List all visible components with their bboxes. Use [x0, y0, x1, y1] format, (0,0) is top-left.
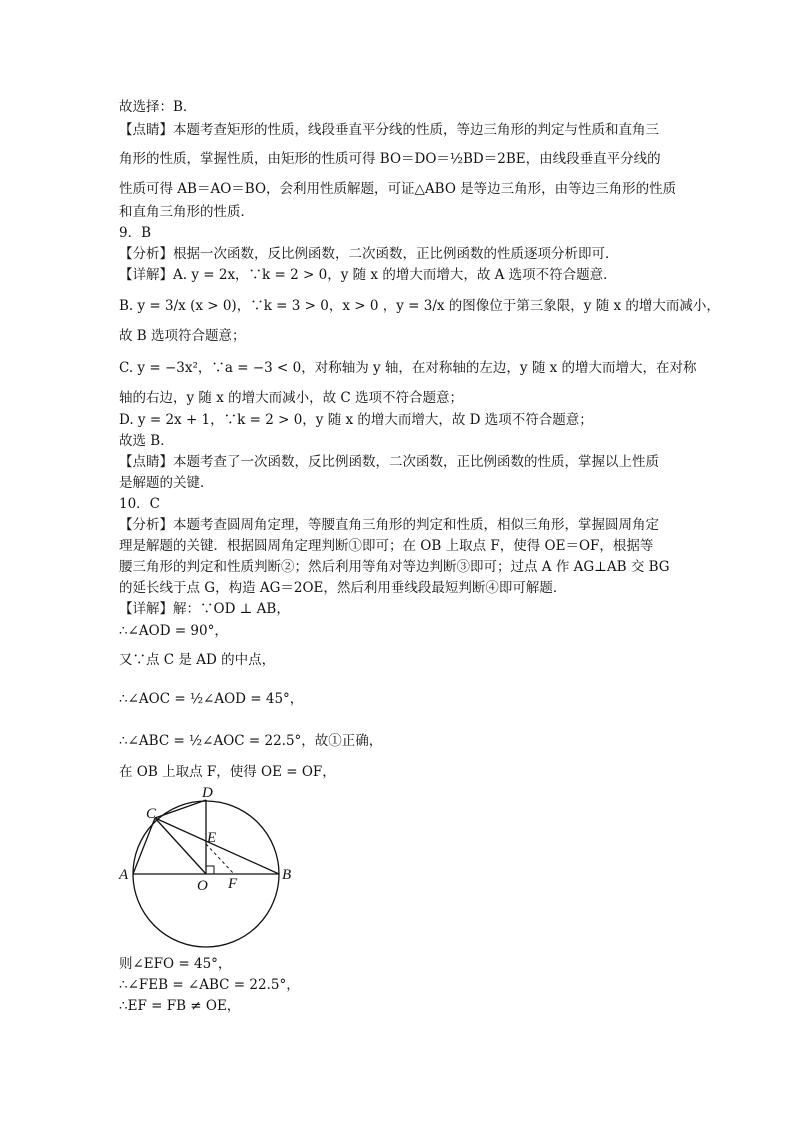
label-f: F	[228, 876, 238, 892]
label-a: A	[119, 867, 129, 883]
label-d: D	[202, 785, 213, 801]
text-line-30: ∴EF = FB ≠ OE，	[119, 998, 241, 1014]
text-line-27: 在 OB 上取点 F，使得 OE = OF，	[119, 764, 336, 780]
text-line-16: 是解题的关键．	[119, 475, 214, 491]
text-line-14: 故选 B．	[119, 433, 174, 449]
text-line-4: 性质可得 AB＝AO＝BO，会利用性质解题，可证△ABO 是等边三角形，由等边三角形的性质	[119, 181, 677, 197]
text-line-6: 9．B	[119, 225, 152, 241]
label-o: O	[197, 878, 208, 894]
geometry-figure	[116, 782, 296, 952]
label-e: E	[207, 830, 217, 846]
text-line-2: 【点睛】本题考查矩形的性质，线段垂直平分线的性质，等边三角形的判定与性质和直角三	[119, 122, 659, 138]
text-line-7: 【分析】根据一次函数，反比例函数，二次函数，正比例函数的性质逐项分析即可．	[119, 246, 619, 262]
text-line-9: B. y = 3/x (x > 0)，∵k = 3 > 0，x > 0 ，y = 3/x 的图像位于第三象限，y 随 x 的增大而减小，	[119, 298, 720, 314]
text-line-15: 【点睛】本题考查了一次函数，反比例函数，二次函数，正比例函数的性质，掌握以上性质	[119, 454, 659, 470]
text-line-23: ∴∠AOD = 90°，	[119, 623, 228, 639]
segment-co	[155, 818, 206, 874]
text-line-29: ∴∠FEB = ∠ABC = 22.5°，	[119, 977, 300, 993]
segment-cd	[155, 800, 206, 818]
label-c: C	[146, 806, 157, 822]
text-line-25: ∴∠AOC = ½∠AOD = 45°，	[119, 691, 304, 707]
text-line-10: 故 B 选项符合题意；	[119, 328, 246, 344]
text-line-26: ∴∠ABC = ½∠AOC = 22.5°，故①正确，	[119, 733, 383, 749]
text-line-11: C. y = −3x²，∵a = −3 < 0，对称轴为 y 轴，在对称轴的左边，y 随 x 的增大而增大，在对称	[119, 360, 697, 376]
text-line-8: 【详解】A. y = 2x，∵k = 2 > 0，y 随 x 的增大而增大，故 A 选项不符合题意．	[119, 267, 617, 283]
text-line-12: 轴的右边，y 随 x 的增大而减小，故 C 选项不符合题意；	[119, 390, 464, 406]
text-line-19: 理是解题的关键．根据圆周角定理判断①即可；在 OB 上取点 F，使得 OE＝OF，根据等	[119, 538, 654, 554]
text-line-5: 和直角三角形的性质．	[119, 204, 254, 220]
segment-ef-dashed	[206, 844, 234, 874]
text-line-18: 【分析】本题考查圆周角定理，等腰直角三角形的判定和性质，相似三角形，掌握圆周角定	[119, 517, 659, 533]
text-line-21: 的延长线于点 G，构造 AG＝2OE，然后利用垂线段最短判断④即可解题．	[119, 580, 567, 596]
segment-cb	[155, 818, 279, 874]
text-line-17: 10．C	[119, 496, 161, 512]
segment-ac	[133, 818, 155, 874]
text-line-22: 【详解】解：∵OD ⊥ AB，	[119, 601, 290, 617]
text-line-13: D. y = 2x + 1，∵k = 2 > 0，y 随 x 的增大而增大，故 D 选项不符合题意；	[119, 412, 593, 428]
text-line-20: 腰三角形的判定和性质判断②；然后利用等角对等边判断③即可；过点 A 作 AG⊥AB 交 BG	[119, 559, 670, 575]
text-line-24: 又∵点 C 是 AD 的中点，	[119, 652, 276, 668]
label-b: B	[282, 867, 292, 883]
text-line-1: 故选择：B．	[119, 99, 197, 115]
right-angle-mark	[206, 866, 214, 874]
text-line-28: 则∠EFO = 45°，	[119, 956, 232, 972]
text-line-3: 角形的性质，掌握性质，由矩形的性质可得 BO＝DO＝½BD＝2BE，由线段垂直平分线的	[119, 151, 661, 167]
